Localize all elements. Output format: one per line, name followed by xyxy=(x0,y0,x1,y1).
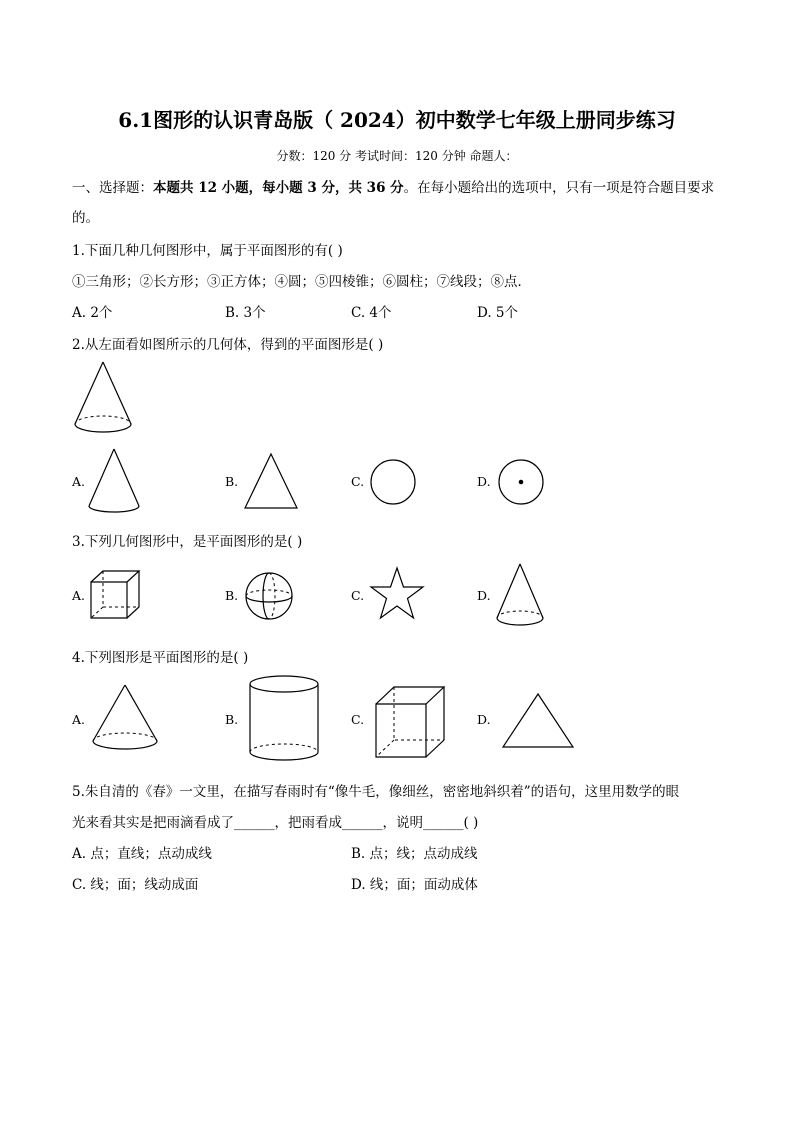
question-1-option-c[interactable]: C. 4个 xyxy=(351,305,392,321)
question-4-option-c[interactable]: C. xyxy=(351,712,365,727)
section-intro xyxy=(72,176,714,196)
question-3-option-b[interactable]: B. xyxy=(225,588,239,603)
triangle-icon[interactable] xyxy=(500,692,576,750)
question-5-option-d[interactable]: D. 线；面；面动成体 xyxy=(351,877,478,893)
cylinder-icon[interactable] xyxy=(247,673,321,765)
page-title: 6.1图形的认识青岛版（ 2024）初中数学七年级上册同步练习 xyxy=(118,108,676,132)
section-intro-rest: 。在每小题给出的选项中，只有一项是符合题目要求 xyxy=(403,180,715,196)
question-2-option-d[interactable]: D. xyxy=(477,474,491,489)
question-1-option-d[interactable]: D. 5个 xyxy=(477,305,519,321)
section-intro-line2: 的。 xyxy=(72,210,99,226)
question-1-stem: 1.下面几种几何图形中，属于平面图形的有( ) xyxy=(72,243,343,259)
question-1-items: ①三角形；②长方形；③正方体；④圆；⑤四棱锥；⑥圆柱；⑦线段；⑧点． xyxy=(72,274,531,290)
question-3-option-d[interactable]: D. xyxy=(477,588,491,603)
question-5-option-c[interactable]: C. 线；面；线动成面 xyxy=(72,877,199,893)
star-icon[interactable] xyxy=(368,566,426,622)
question-5-stem: 5.朱自清的《春》一文里，在描写春雨时有“像牛毛，像细丝，密密地斜织着”的语句，这里用数学的眼 xyxy=(72,784,680,800)
cube-icon[interactable] xyxy=(88,568,142,622)
question-2-option-c[interactable]: C. xyxy=(351,474,365,489)
question-2-option-a[interactable]: A. xyxy=(72,474,86,489)
question-3-stem: 3.下列几何图形中，是平面图形的是( ) xyxy=(72,534,303,550)
cone-icon[interactable] xyxy=(494,562,546,630)
question-4-option-d[interactable]: D. xyxy=(477,712,491,727)
question-3-option-c[interactable]: C. xyxy=(351,588,365,603)
triangle-icon[interactable] xyxy=(242,452,300,510)
question-2-option-b[interactable]: B. xyxy=(225,474,239,489)
question-4-option-b[interactable]: B. xyxy=(225,712,239,727)
section-intro-prefix: 一、选择题： xyxy=(72,180,153,196)
cone-icon xyxy=(72,360,134,436)
question-1-option-b[interactable]: B. 3个 xyxy=(225,305,266,321)
question-5-option-a[interactable]: A. 点；直线；点动成线 xyxy=(72,846,212,862)
circle-with-dot-icon[interactable] xyxy=(497,458,545,506)
cube-icon[interactable] xyxy=(373,684,447,760)
question-1-option-a[interactable]: A. 2个 xyxy=(72,305,113,321)
question-4-option-a[interactable]: A. xyxy=(72,712,86,727)
question-4-stem: 4.下列图形是平面图形的是( ) xyxy=(72,650,249,666)
section-intro-bold: 本题共 12 小题，每小题 3 分，共 36 分 xyxy=(153,180,404,196)
circle-icon[interactable] xyxy=(369,458,417,506)
question-5-stem-line2: 光来看其实是把雨滴看成了______，把雨看成______，说明______( ) xyxy=(72,815,479,831)
exam-info: 分数：120 分 考试时间：120 分钟 命题人： xyxy=(276,149,518,163)
question-2-stem: 2.从左面看如图所示的几何体，得到的平面图形是( ) xyxy=(72,337,384,353)
question-5-option-b[interactable]: B. 点；线；点动成线 xyxy=(351,846,478,862)
sphere-icon[interactable] xyxy=(243,570,295,622)
cone-icon[interactable] xyxy=(86,447,142,515)
question-3-option-a[interactable]: A. xyxy=(72,588,86,603)
cone-icon[interactable] xyxy=(90,683,160,753)
